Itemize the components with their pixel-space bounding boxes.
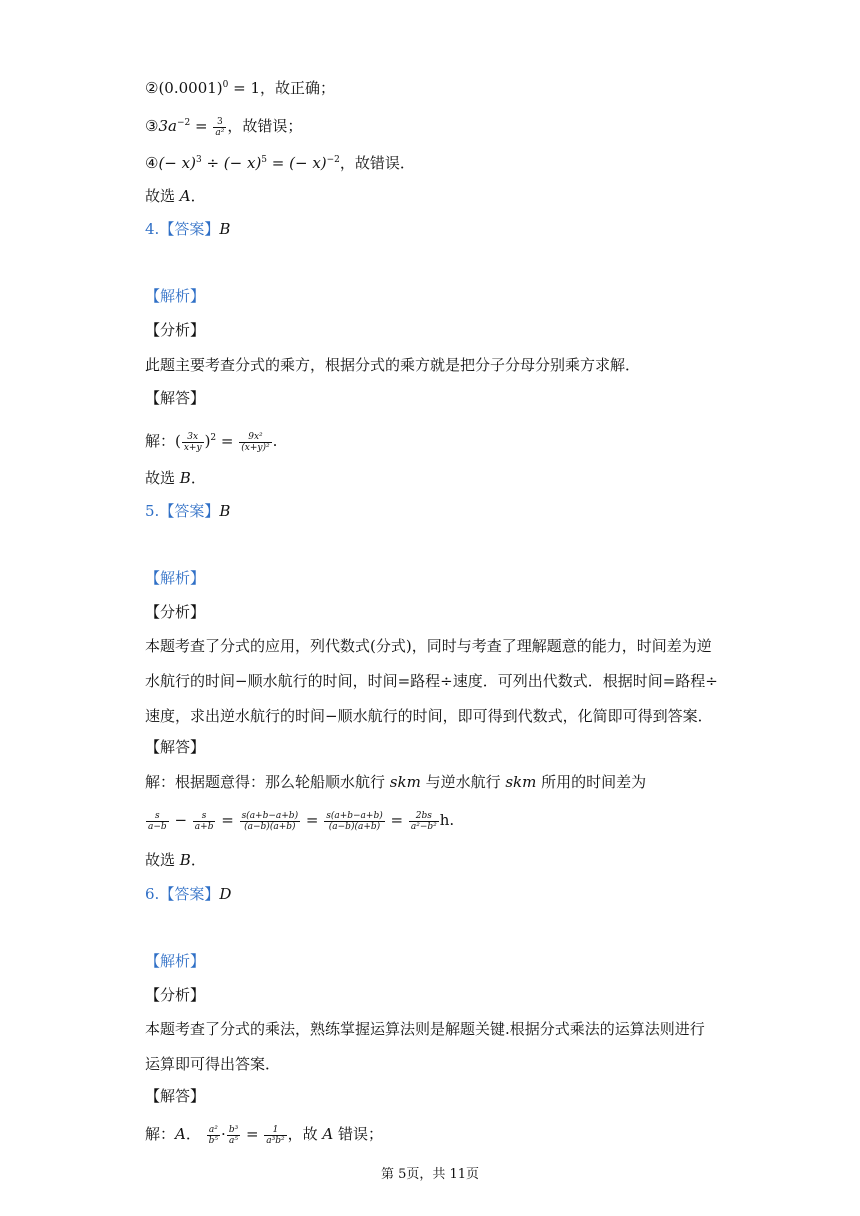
answer-tag: 【答案】 bbox=[159, 502, 220, 520]
solution-end: . bbox=[272, 432, 278, 450]
exp-c: −2 bbox=[326, 155, 340, 165]
question-number: 5. bbox=[145, 502, 160, 520]
frac-den: (a−b)(a+b) bbox=[244, 821, 296, 832]
math-exp: 0 bbox=[222, 80, 229, 90]
line-text: ，故正确； bbox=[260, 79, 336, 97]
choose-answer: B bbox=[179, 851, 191, 869]
jieda-tag: 【解答】 bbox=[145, 1087, 206, 1105]
math-exp: 2 bbox=[210, 433, 217, 443]
choose-text: 故选 bbox=[145, 469, 180, 487]
math-eq: = bbox=[216, 432, 239, 450]
frac-num: 1 bbox=[264, 1125, 286, 1136]
question-number: 4. bbox=[145, 220, 160, 238]
jieda-tag: 【解答】 bbox=[145, 738, 206, 756]
exp-a: 3 bbox=[195, 155, 202, 165]
math-c: (− x) bbox=[289, 154, 327, 172]
solution-prefix: 解：( bbox=[145, 432, 181, 450]
analysis-tag: 【解析】 bbox=[145, 569, 206, 587]
fraction-4 bbox=[324, 811, 385, 832]
page-footer: 第 5页，共 11页 bbox=[380, 1167, 480, 1182]
math-b: (− x) bbox=[223, 154, 262, 172]
fenxi-text-2: 运算即可得出答案． bbox=[145, 1055, 281, 1073]
solution-text: 所用的时间差为 bbox=[536, 773, 647, 791]
fraction-3 bbox=[240, 811, 301, 832]
choose-end: ． bbox=[190, 851, 206, 869]
math-op: · bbox=[221, 1125, 226, 1143]
answer-value: D bbox=[219, 885, 232, 903]
frac-den: a−b bbox=[148, 821, 167, 832]
choose-line-a bbox=[145, 186, 206, 206]
question-4-answer bbox=[145, 219, 230, 239]
choose-text: 故选 bbox=[145, 187, 180, 205]
frac-den: (a−b)(a+b) bbox=[328, 821, 381, 832]
fraction-5 bbox=[409, 811, 439, 832]
item-2-line bbox=[145, 75, 335, 98]
frac-num: 3 bbox=[213, 117, 226, 128]
question-5-answer bbox=[145, 501, 230, 521]
answer-value: B bbox=[219, 502, 231, 520]
choose-line-b1 bbox=[145, 468, 206, 488]
fraction-1 bbox=[207, 1125, 220, 1146]
q6-solution bbox=[145, 1124, 383, 1146]
math-op: − bbox=[169, 811, 192, 829]
frac-den: a²−b² bbox=[410, 821, 437, 832]
frac-num: s bbox=[146, 811, 169, 822]
fraction-3 bbox=[264, 1125, 286, 1146]
math-a: (− x) bbox=[158, 154, 196, 172]
math-eq: = bbox=[216, 811, 239, 829]
frac-den: (x+y)² bbox=[241, 442, 270, 453]
frac-num: a² bbox=[207, 1125, 220, 1136]
line-text: ，故错误． bbox=[339, 154, 415, 172]
fenxi-text-1: 本题考查了分式的应用，列代数式(分式)，同时与考查了理解题意的能力，时间差为逆 bbox=[145, 637, 712, 655]
jieda-tag: 【解答】 bbox=[145, 389, 206, 407]
fenxi-text-1: 本题考查了分式的乘法，熟练掌握运算法则是解题关键.根据分式乘法的运算法则进行 bbox=[145, 1020, 705, 1038]
fraction-2 bbox=[193, 811, 216, 832]
math-eq: = bbox=[301, 811, 324, 829]
solution-text: 解：根据题意得：那么轮船顺水航行 bbox=[145, 773, 390, 791]
unit-hour: h. bbox=[439, 811, 455, 829]
option-label: A bbox=[322, 1125, 334, 1143]
fraction-2 bbox=[227, 1125, 240, 1146]
math-rhs: = 1 bbox=[228, 79, 261, 97]
choose-answer: A bbox=[179, 187, 191, 205]
frac-num: s(a+b−a+b) bbox=[241, 810, 299, 821]
circled-marker: ② bbox=[145, 79, 159, 97]
answer-tag: 【答案】 bbox=[159, 220, 220, 238]
fenxi-tag: 【分析】 bbox=[145, 986, 206, 1004]
circled-marker: ③ bbox=[145, 117, 159, 135]
frac-num: s(a+b−a+b) bbox=[326, 810, 383, 821]
math-eq: = bbox=[190, 117, 213, 135]
fenxi-tag: 【分析】 bbox=[145, 603, 206, 621]
math-expr: (0.0001) bbox=[158, 79, 223, 97]
unit-skm: skm bbox=[389, 773, 421, 791]
frac-num: 3x bbox=[182, 432, 204, 443]
circled-marker: ④ bbox=[145, 154, 159, 172]
choose-answer: B bbox=[179, 469, 191, 487]
fraction-1 bbox=[146, 811, 169, 832]
q4-solution: 解：( $\frac{3x}{x+y}$ )$^2$ = $\frac{\text{9x²}}{\text{(x+y)²}}$ . bbox=[145, 431, 278, 453]
frac-num: s bbox=[193, 811, 216, 822]
math-expr: 3a bbox=[158, 117, 177, 135]
option-dot: ． bbox=[185, 1125, 201, 1143]
fraction-1 bbox=[182, 432, 204, 453]
fenxi-tag: 【分析】 bbox=[145, 321, 206, 339]
fenxi-text-3: 速度，求出逆水航行的时间−顺水航行的时间，即可得到代数式，化简即可得到答案． bbox=[145, 707, 713, 725]
line-text: ，故错误； bbox=[227, 117, 303, 135]
unit-skm: skm bbox=[505, 773, 537, 791]
frac-den: a² bbox=[215, 127, 225, 138]
frac-num: b³ bbox=[228, 1124, 239, 1135]
option-label: A bbox=[175, 1125, 186, 1143]
q5-solution-line-1 bbox=[145, 772, 646, 792]
q5-solution-line-2 bbox=[145, 810, 454, 832]
frac-num: 2bs bbox=[409, 811, 439, 822]
solution-text: ，故 bbox=[287, 1125, 323, 1143]
math-eq: = bbox=[385, 811, 408, 829]
frac-den: a+b bbox=[194, 821, 214, 832]
answer-value: B bbox=[219, 220, 231, 238]
item-4-line bbox=[145, 150, 415, 173]
exp-b: 5 bbox=[261, 155, 268, 165]
fraction bbox=[213, 117, 226, 138]
fraction-2 bbox=[239, 432, 271, 453]
choose-text: 故选 bbox=[145, 851, 180, 869]
solution-prefix: 解： bbox=[145, 1125, 176, 1143]
frac-num: 9x² bbox=[239, 432, 271, 443]
frac-den: a⁵ bbox=[229, 1135, 238, 1146]
math-exp: −2 bbox=[176, 118, 191, 128]
choose-end: ． bbox=[190, 469, 206, 487]
question-number: 6. bbox=[145, 885, 160, 903]
choose-line-b2 bbox=[145, 850, 206, 870]
frac-den: a³b² bbox=[266, 1135, 285, 1146]
math-eq: = bbox=[267, 154, 290, 172]
fenxi-text: 此题主要考查分式的乘方，根据分式的乘方就是把分子分母分别乘方求解． bbox=[145, 356, 641, 374]
choose-end: ． bbox=[190, 187, 206, 205]
frac-den: x+y bbox=[183, 442, 202, 453]
fenxi-text-2: 水航行的时间−顺水航行的时间，时间=路程÷速度．可列出代数式．根据时间=路程÷ bbox=[145, 672, 718, 690]
analysis-tag: 【解析】 bbox=[145, 287, 206, 305]
answer-tag: 【答案】 bbox=[159, 885, 220, 903]
item-3-line bbox=[145, 113, 302, 138]
math-eq: = bbox=[241, 1125, 264, 1143]
solution-text: 错误； bbox=[333, 1125, 384, 1143]
frac-den: b⁵ bbox=[208, 1135, 219, 1146]
question-6-answer bbox=[145, 884, 231, 904]
solution-text: 与逆水航行 bbox=[420, 773, 506, 791]
math-op: ÷ bbox=[201, 154, 224, 172]
analysis-tag: 【解析】 bbox=[145, 952, 206, 970]
